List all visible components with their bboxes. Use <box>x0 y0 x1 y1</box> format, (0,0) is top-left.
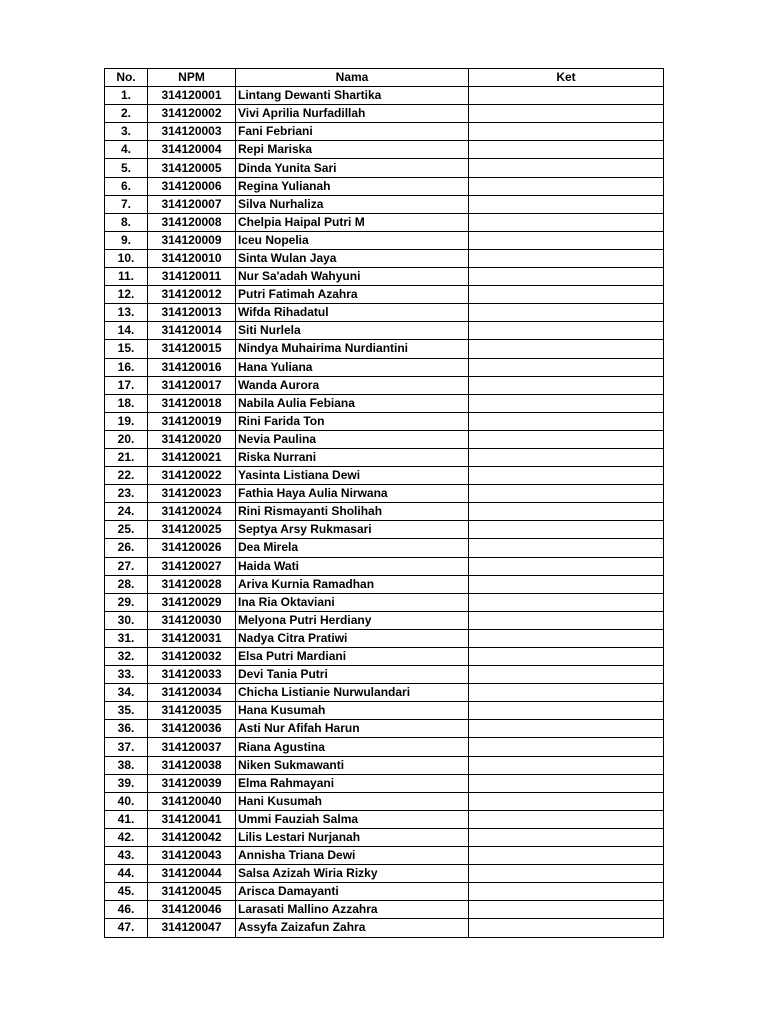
cell-ket <box>469 123 664 141</box>
cell-ket <box>469 810 664 828</box>
table-row <box>105 467 664 485</box>
cell-nama: Fathia Haya Aulia Nirwana <box>236 485 469 503</box>
table-row <box>105 593 664 611</box>
table-row <box>105 87 664 105</box>
cell-nama: Hana Kusumah <box>236 702 469 720</box>
cell-npm: 314120043 <box>148 847 236 865</box>
cell-nama: Ummi Fauziah Salma <box>236 810 469 828</box>
cell-npm: 314120005 <box>148 159 236 177</box>
cell-npm: 314120017 <box>148 376 236 394</box>
table-row <box>105 448 664 466</box>
cell-ket <box>469 394 664 412</box>
cell-nama: Ariva Kurnia Ramadhan <box>236 575 469 593</box>
cell-npm: 314120023 <box>148 485 236 503</box>
cell-nama: Salsa Azizah Wiria Rizky <box>236 865 469 883</box>
cell-nama: Lilis Lestari Nurjanah <box>236 828 469 846</box>
cell-npm: 314120026 <box>148 539 236 557</box>
cell-no: 10. <box>105 249 148 267</box>
cell-no: 15. <box>105 340 148 358</box>
cell-nama: Silva Nurhaliza <box>236 195 469 213</box>
cell-nama: Putri Fatimah Azahra <box>236 286 469 304</box>
cell-ket <box>469 774 664 792</box>
cell-npm: 314120011 <box>148 268 236 286</box>
table-row <box>105 865 664 883</box>
cell-npm: 314120041 <box>148 810 236 828</box>
cell-npm: 314120037 <box>148 738 236 756</box>
table-row <box>105 720 664 738</box>
cell-ket <box>469 448 664 466</box>
cell-nama: Repi Mariska <box>236 141 469 159</box>
header-npm: NPM <box>148 69 236 87</box>
cell-no: 44. <box>105 865 148 883</box>
cell-ket <box>469 376 664 394</box>
cell-no: 17. <box>105 376 148 394</box>
cell-npm: 314120034 <box>148 684 236 702</box>
cell-ket <box>469 629 664 647</box>
cell-ket <box>469 322 664 340</box>
cell-no: 27. <box>105 557 148 575</box>
cell-npm: 314120042 <box>148 828 236 846</box>
cell-no: 42. <box>105 828 148 846</box>
cell-npm: 314120030 <box>148 611 236 629</box>
cell-no: 24. <box>105 503 148 521</box>
cell-npm: 314120044 <box>148 865 236 883</box>
cell-no: 7. <box>105 195 148 213</box>
cell-no: 14. <box>105 322 148 340</box>
cell-nama: Larasati Mallino Azzahra <box>236 901 469 919</box>
cell-npm: 314120035 <box>148 702 236 720</box>
cell-no: 9. <box>105 231 148 249</box>
cell-no: 16. <box>105 358 148 376</box>
cell-npm: 314120007 <box>148 195 236 213</box>
cell-npm: 314120029 <box>148 593 236 611</box>
table-row <box>105 231 664 249</box>
cell-npm: 314120008 <box>148 213 236 231</box>
cell-npm: 314120038 <box>148 756 236 774</box>
cell-ket <box>469 485 664 503</box>
cell-ket <box>469 720 664 738</box>
cell-no: 26. <box>105 539 148 557</box>
cell-no: 1. <box>105 87 148 105</box>
cell-ket <box>469 792 664 810</box>
cell-nama: Iceu Nopelia <box>236 231 469 249</box>
cell-ket <box>469 340 664 358</box>
cell-ket <box>469 611 664 629</box>
cell-nama: Yasinta Listiana Dewi <box>236 467 469 485</box>
table-row <box>105 105 664 123</box>
table-row <box>105 919 664 937</box>
cell-npm: 314120046 <box>148 901 236 919</box>
cell-nama: Riska Nurrani <box>236 448 469 466</box>
cell-nama: Lintang Dewanti Shartika <box>236 87 469 105</box>
cell-no: 4. <box>105 141 148 159</box>
cell-ket <box>469 195 664 213</box>
cell-no: 28. <box>105 575 148 593</box>
cell-nama: Chelpia Haipal Putri M <box>236 213 469 231</box>
cell-no: 22. <box>105 467 148 485</box>
table-row <box>105 141 664 159</box>
cell-no: 47. <box>105 919 148 937</box>
cell-ket <box>469 159 664 177</box>
cell-npm: 314120016 <box>148 358 236 376</box>
table-row <box>105 485 664 503</box>
table-row <box>105 648 664 666</box>
table-row <box>105 756 664 774</box>
cell-ket <box>469 684 664 702</box>
cell-no: 35. <box>105 702 148 720</box>
table-row <box>105 792 664 810</box>
cell-npm: 314120047 <box>148 919 236 937</box>
cell-nama: Melyona Putri Herdiany <box>236 611 469 629</box>
cell-no: 31. <box>105 629 148 647</box>
cell-nama: Dinda Yunita Sari <box>236 159 469 177</box>
cell-no: 39. <box>105 774 148 792</box>
cell-ket <box>469 213 664 231</box>
table-row <box>105 358 664 376</box>
table-row <box>105 249 664 267</box>
cell-no: 18. <box>105 394 148 412</box>
cell-nama: Septya Arsy Rukmasari <box>236 521 469 539</box>
cell-nama: Wifda Rihadatul <box>236 304 469 322</box>
cell-ket <box>469 539 664 557</box>
table-row <box>105 123 664 141</box>
cell-ket <box>469 249 664 267</box>
cell-ket <box>469 105 664 123</box>
cell-ket <box>469 467 664 485</box>
cell-nama: Asti Nur Afifah Harun <box>236 720 469 738</box>
cell-npm: 314120012 <box>148 286 236 304</box>
cell-no: 25. <box>105 521 148 539</box>
cell-nama: Elma Rahmayani <box>236 774 469 792</box>
cell-ket <box>469 648 664 666</box>
cell-ket <box>469 268 664 286</box>
cell-ket <box>469 412 664 430</box>
cell-no: 32. <box>105 648 148 666</box>
table-row <box>105 847 664 865</box>
cell-ket <box>469 865 664 883</box>
table-row <box>105 774 664 792</box>
cell-ket <box>469 575 664 593</box>
cell-no: 21. <box>105 448 148 466</box>
cell-no: 40. <box>105 792 148 810</box>
table-row <box>105 340 664 358</box>
table-row <box>105 304 664 322</box>
cell-ket <box>469 503 664 521</box>
table-row <box>105 503 664 521</box>
cell-no: 11. <box>105 268 148 286</box>
cell-nama: Elsa Putri Mardiani <box>236 648 469 666</box>
cell-ket <box>469 702 664 720</box>
cell-no: 23. <box>105 485 148 503</box>
cell-npm: 314120001 <box>148 87 236 105</box>
cell-nama: Assyfa Zaizafun Zahra <box>236 919 469 937</box>
cell-nama: Wanda Aurora <box>236 376 469 394</box>
table-row <box>105 557 664 575</box>
cell-ket <box>469 286 664 304</box>
table-row <box>105 883 664 901</box>
cell-nama: Riana Agustina <box>236 738 469 756</box>
cell-nama: Hani Kusumah <box>236 792 469 810</box>
table-row <box>105 521 664 539</box>
cell-npm: 314120021 <box>148 448 236 466</box>
cell-no: 8. <box>105 213 148 231</box>
cell-ket <box>469 141 664 159</box>
cell-ket <box>469 177 664 195</box>
cell-npm: 314120004 <box>148 141 236 159</box>
cell-ket <box>469 593 664 611</box>
table-row <box>105 629 664 647</box>
cell-npm: 314120019 <box>148 412 236 430</box>
cell-ket <box>469 430 664 448</box>
cell-no: 29. <box>105 593 148 611</box>
cell-npm: 314120020 <box>148 430 236 448</box>
header-ket: Ket <box>469 69 664 87</box>
cell-no: 2. <box>105 105 148 123</box>
table-row <box>105 702 664 720</box>
cell-npm: 314120024 <box>148 503 236 521</box>
header-no: No. <box>105 69 148 87</box>
header-nama: Nama <box>236 69 469 87</box>
cell-nama: Haida Wati <box>236 557 469 575</box>
cell-no: 6. <box>105 177 148 195</box>
cell-no: 20. <box>105 430 148 448</box>
cell-nama: Regina Yulianah <box>236 177 469 195</box>
table-row <box>105 828 664 846</box>
cell-nama: Vivi Aprilia Nurfadillah <box>236 105 469 123</box>
table-row <box>105 539 664 557</box>
table-body <box>105 87 664 937</box>
cell-nama: Ina Ria Oktaviani <box>236 593 469 611</box>
cell-no: 34. <box>105 684 148 702</box>
cell-no: 46. <box>105 901 148 919</box>
table-row <box>105 684 664 702</box>
cell-nama: Annisha Triana Dewi <box>236 847 469 865</box>
cell-no: 37. <box>105 738 148 756</box>
cell-npm: 314120015 <box>148 340 236 358</box>
cell-nama: Niken Sukmawanti <box>236 756 469 774</box>
table-row <box>105 575 664 593</box>
cell-no: 3. <box>105 123 148 141</box>
cell-no: 33. <box>105 666 148 684</box>
cell-no: 19. <box>105 412 148 430</box>
cell-nama: Fani Febriani <box>236 123 469 141</box>
cell-npm: 314120025 <box>148 521 236 539</box>
cell-nama: Nadya Citra Pratiwi <box>236 629 469 647</box>
cell-nama: Siti Nurlela <box>236 322 469 340</box>
cell-npm: 314120045 <box>148 883 236 901</box>
cell-npm: 314120018 <box>148 394 236 412</box>
cell-no: 12. <box>105 286 148 304</box>
cell-ket <box>469 231 664 249</box>
cell-npm: 314120033 <box>148 666 236 684</box>
cell-nama: Nur Sa'adah Wahyuni <box>236 268 469 286</box>
cell-no: 30. <box>105 611 148 629</box>
table-row <box>105 268 664 286</box>
cell-nama: Hana Yuliana <box>236 358 469 376</box>
cell-npm: 314120014 <box>148 322 236 340</box>
cell-ket <box>469 304 664 322</box>
cell-nama: Dea Mirela <box>236 539 469 557</box>
cell-nama: Sinta Wulan Jaya <box>236 249 469 267</box>
cell-ket <box>469 828 664 846</box>
cell-nama: Arisca Damayanti <box>236 883 469 901</box>
student-list-sheet <box>104 68 663 938</box>
table-row <box>105 611 664 629</box>
table-row <box>105 159 664 177</box>
table-row <box>105 394 664 412</box>
cell-ket <box>469 847 664 865</box>
table-header-row <box>105 69 664 87</box>
table-row <box>105 177 664 195</box>
table-row <box>105 286 664 304</box>
cell-ket <box>469 919 664 937</box>
table-row <box>105 430 664 448</box>
table-row <box>105 412 664 430</box>
cell-npm: 314120032 <box>148 648 236 666</box>
cell-npm: 314120013 <box>148 304 236 322</box>
cell-nama: Devi Tania Putri <box>236 666 469 684</box>
cell-npm: 314120010 <box>148 249 236 267</box>
table-row <box>105 738 664 756</box>
cell-nama: Nevia Paulina <box>236 430 469 448</box>
table-row <box>105 322 664 340</box>
cell-npm: 314120031 <box>148 629 236 647</box>
cell-ket <box>469 557 664 575</box>
cell-no: 36. <box>105 720 148 738</box>
cell-no: 41. <box>105 810 148 828</box>
cell-ket <box>469 738 664 756</box>
cell-no: 5. <box>105 159 148 177</box>
cell-npm: 314120028 <box>148 575 236 593</box>
table-row <box>105 195 664 213</box>
student-table <box>104 68 664 938</box>
cell-npm: 314120006 <box>148 177 236 195</box>
cell-npm: 314120040 <box>148 792 236 810</box>
table-row <box>105 376 664 394</box>
cell-ket <box>469 521 664 539</box>
cell-ket <box>469 901 664 919</box>
cell-npm: 314120022 <box>148 467 236 485</box>
cell-no: 13. <box>105 304 148 322</box>
cell-npm: 314120009 <box>148 231 236 249</box>
cell-npm: 314120027 <box>148 557 236 575</box>
cell-npm: 314120039 <box>148 774 236 792</box>
table-row <box>105 213 664 231</box>
cell-ket <box>469 756 664 774</box>
cell-nama: Nindya Muhairima Nurdiantini <box>236 340 469 358</box>
cell-ket <box>469 666 664 684</box>
cell-nama: Rini Rismayanti Sholihah <box>236 503 469 521</box>
table-row <box>105 666 664 684</box>
cell-no: 45. <box>105 883 148 901</box>
table-row <box>105 901 664 919</box>
cell-no: 43. <box>105 847 148 865</box>
cell-no: 38. <box>105 756 148 774</box>
cell-npm: 314120003 <box>148 123 236 141</box>
cell-npm: 314120002 <box>148 105 236 123</box>
cell-nama: Nabila Aulia Febiana <box>236 394 469 412</box>
cell-ket <box>469 87 664 105</box>
cell-ket <box>469 358 664 376</box>
cell-nama: Chicha Listianie Nurwulandari <box>236 684 469 702</box>
cell-ket <box>469 883 664 901</box>
cell-nama: Rini Farida Ton <box>236 412 469 430</box>
cell-npm: 314120036 <box>148 720 236 738</box>
table-row <box>105 810 664 828</box>
